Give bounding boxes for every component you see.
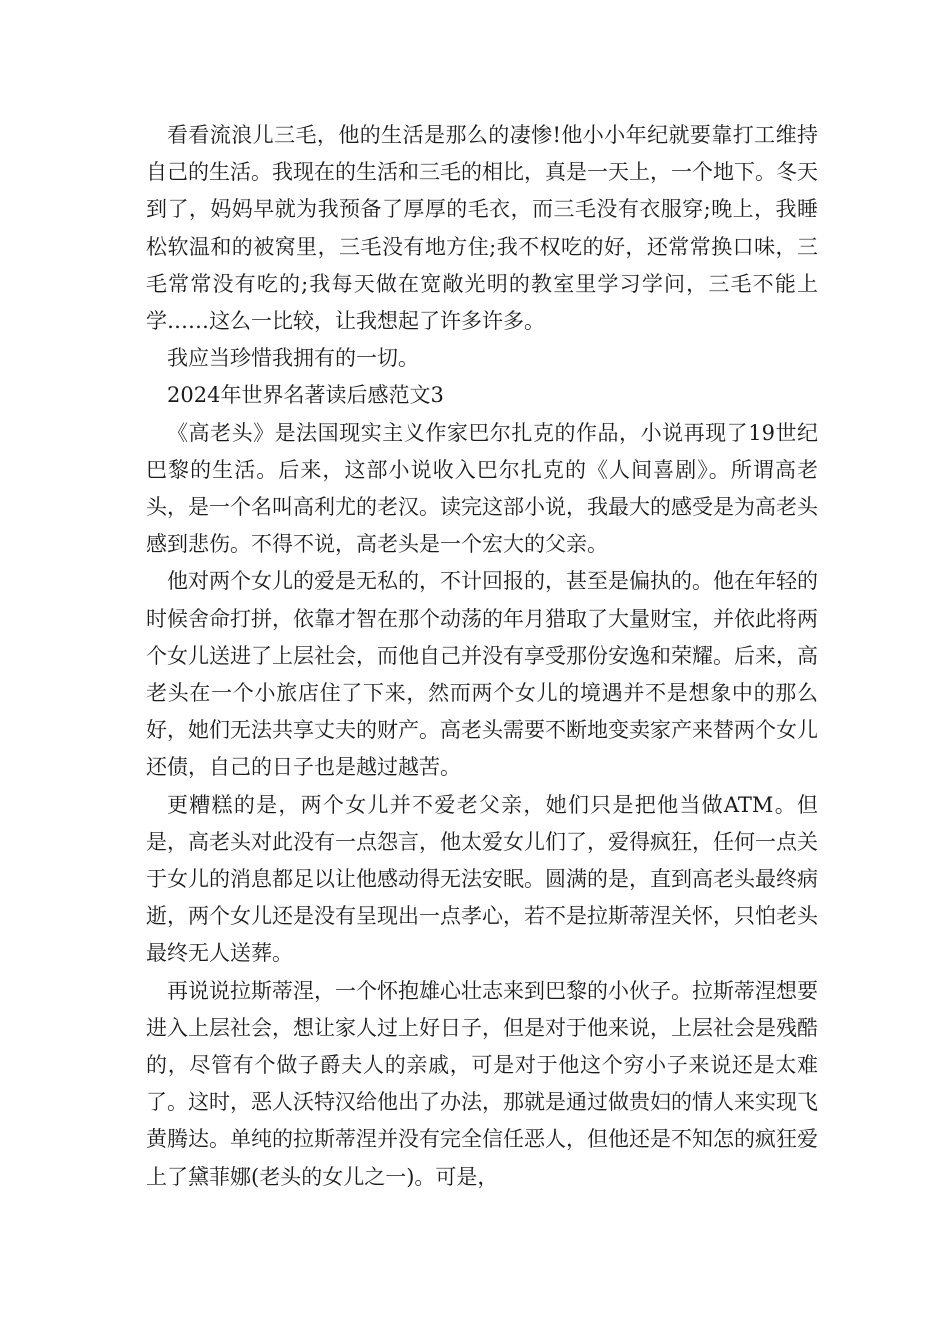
document-body: [146, 117, 818, 1196]
paragraph-daughters: 更糟糕的是，两个女儿并不爱老父亲，她们只是把他当做ATM。但是，高老头对此没有一点怨言，他太爱女儿们了，爱得疯狂，任何一点关于女儿的消息都足以让他感动得无法安眠。圆满的是，直到高老头最终病逝，两个女儿还是没有呈现出一点孝心，若不是拉斯蒂涅关怀，只怕老头最终无人送葬。: [146, 792, 818, 966]
paragraph-rastignac: 再说说拉斯蒂涅，一个怀抱雄心壮志来到巴黎的小伙子。拉斯蒂涅想要进入上层社会，想让家人过上好日子，但是对于他来说，上层社会是残酷的，尽管有个做子爵夫人的亲戚，可是对于他这个穷小子来说还是太难了。这时，恶人沃特汉给他出了办法，那就是通过做贵妇的情人来实现飞黄腾达。单纯的拉斯蒂涅并没有完全信任恶人，但他还是不知怎的疯狂爱上了黛菲娜(老头的女儿之一)。可是，: [146, 978, 818, 1189]
paragraph-father-love: 他对两个女儿的爱是无私的，不计回报的，甚至是偏执的。他在年轻的时候舍命打拼，依靠才智在那个动荡的年月猎取了大量财宝，并依此将两个女儿送进了上层社会，而他自己并没有享受那份安逸和荣耀。后来，高老头在一个小旅店住了下来，然而两个女儿的境遇并不是想象中的那么好，她们无法共享丈夫的财产。高老头需要不断地变卖家产来替两个女儿还债，自己的日子也是越过越苦。: [146, 569, 818, 780]
section-heading: 2024年世界名著读后感范文3: [167, 383, 444, 408]
paragraph-cherish: 我应当珍惜我拥有的一切。: [167, 346, 419, 371]
paragraph-sanmao: 看看流浪儿三毛，他的生活是那么的凄惨!他小小年纪就要靠打工维持自己的生活。我现在的生活和三毛的相比，真是一天上，一个地下。冬天到了，妈妈早就为我预备了厚厚的毛衣，而三毛没有衣服穿;晚上，我睡松软温和的被窝里，三毛没有地方住;我不权吃的好，还常常换口味，三毛常常没有吃的;我每天做在宽敞光明的教室里学习学问，三毛不能上学……这么一比较，让我想起了许多许多。: [146, 123, 818, 334]
paragraph-intro-goriot: 《高老头》是法国现实主义作家巴尔扎克的作品，小说再现了19世纪巴黎的生活。后来，这部小说收入巴尔扎克的《人间喜剧》。所谓高老头，是一个名叫高利尤的老汉。读完这部小说，我最大的感受是为高老头感到悲伤。不得不说，高老头是一个宏大的父亲。: [146, 420, 818, 557]
